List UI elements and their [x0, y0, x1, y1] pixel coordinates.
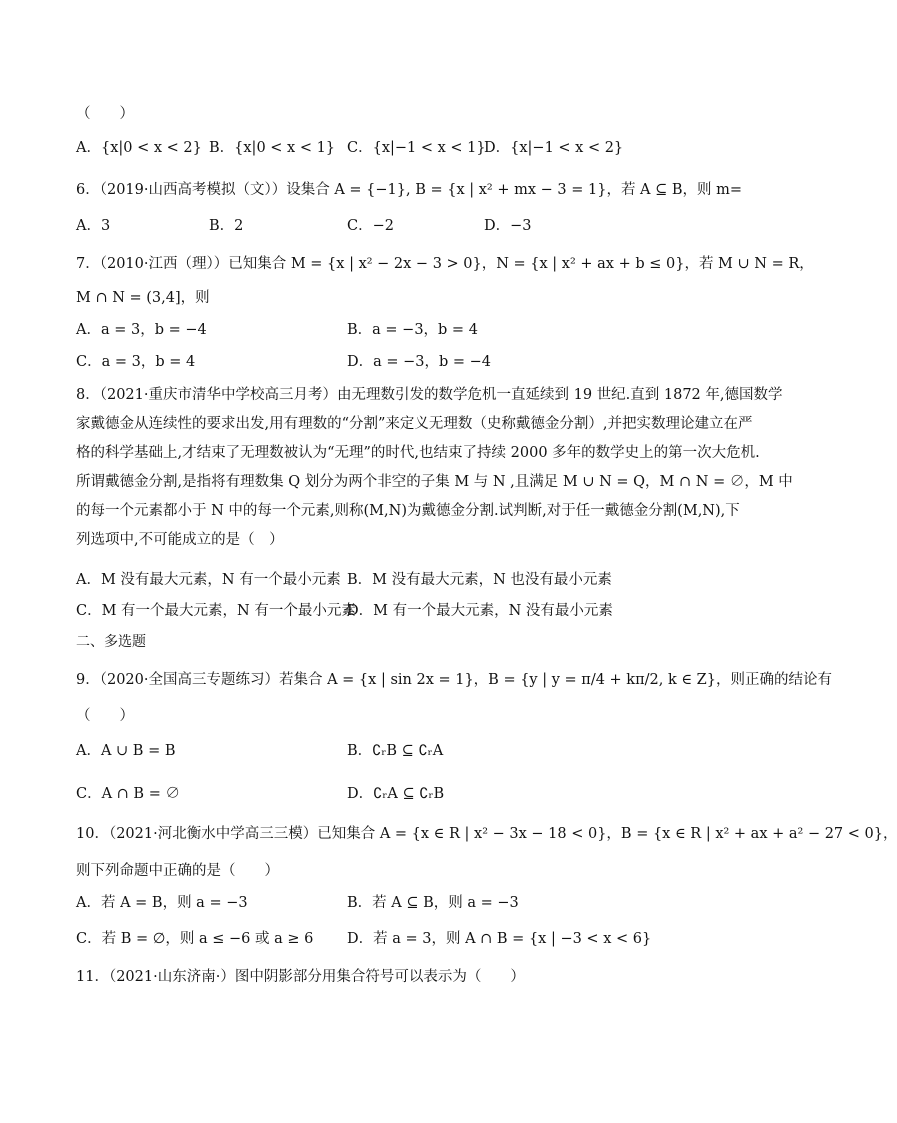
q8-stem-line-2: 家戴德金从连续性的要求出发,用有理数的“分割”来定义无理数（史称戴德金分割）,并把实数理论建立在严: [76, 416, 753, 432]
q8-stem-line-3: 格的科学基础上,才结束了无理数被认为“无理”的时代,也结束了持续 2000 多年的数学史上的第一次大危机.: [76, 445, 760, 461]
q5-option-b: B．{x|0 < x < 1}: [209, 140, 336, 156]
q8-stem-line-1: 8．（2021·重庆市清华中学校高三月考）由无理数引发的数学危机一直延续到 19 世纪.直到 1872 年,德国数学: [76, 387, 783, 403]
q6-stem: 6．（2019·山西高考模拟（文））设集合 A = {−1}, B = {x | x² + mx − 3 = 1}，若 A ⊆ B，则 m=: [76, 182, 743, 198]
q7-option-c: C．a = 3，b = 4: [76, 354, 196, 370]
q7-option-a: A．a = 3，b = −4: [76, 322, 207, 338]
q10-stem-line-2: 则下列命题中正确的是（ ）: [76, 863, 279, 879]
q9-option-b: B．∁ᵣB ⊆ ∁ᵣA: [347, 743, 444, 759]
q8-option-d: D．M 有一个最大元素，N 没有最小元素: [347, 603, 613, 619]
q5-option-c: C．{x|−1 < x < 1}: [347, 140, 486, 156]
q5-option-a: A．{x|0 < x < 2}: [76, 140, 202, 156]
q7-stem-line-1: 7．（2010·江西（理））已知集合 M = {x | x² − 2x − 3 > 0}，N = {x | x² + ax + b ≤ 0}，若 M ∪ N = R，: [76, 256, 814, 272]
q8-option-a: A．M 没有最大元素，N 有一个最小元素: [76, 572, 341, 588]
q9-stem: 9．（2020·全国高三专题练习）若集合 A = {x | sin 2x = 1}，B = {y | y = π/4 + kπ/2, k ∈ Z}，则正确的结论有: [76, 672, 832, 688]
q10-option-b: B．若 A ⊆ B，则 a = −3: [347, 895, 519, 911]
q8-option-c: C．M 有一个最大元素，N 有一个最小元素: [76, 603, 356, 619]
q10-option-a: A．若 A = B，则 a = −3: [76, 895, 248, 911]
q9-stem-tail: （ ）: [76, 708, 134, 724]
q8-stem: [76, 381, 793, 555]
q6-option-d: D．−3: [484, 218, 532, 234]
q10-option-d: D．若 a = 3，则 A ∩ B = {x | −3 < x < 6}: [347, 931, 652, 947]
q7-option-d: D．a = −3，b = −4: [347, 354, 492, 370]
q9-option-a: A．A ∪ B = B: [76, 743, 176, 759]
q10-stem-line-1: 10．（2021·河北衡水中学高三三模）已知集合 A = {x ∈ R | x² − 3x − 18 < 0}，B = {x ∈ R | x² + ax + a² − 27 < 0}，: [76, 826, 897, 842]
q8-option-b: B．M 没有最大元素，N 也没有最小元素: [347, 572, 612, 588]
q5-stem-tail: （ ）: [76, 106, 134, 122]
q6-option-b: B．2: [209, 218, 244, 234]
q8-stem-line-6: 列选项中,不可能成立的是（ ）: [76, 532, 284, 548]
q6-option-a: A．3: [76, 218, 111, 234]
q7-option-b: B．a = −3，b = 4: [347, 322, 478, 338]
q7-stem-line-2: M ∩ N = (3,4]，则: [76, 290, 210, 306]
q9-option-c: C．A ∩ B = ∅: [76, 786, 180, 802]
q10-option-c: C．若 B = ∅，则 a ≤ −6 或 a ≥ 6: [76, 931, 314, 947]
q11-stem: 11．（2021·山东济南·）图中阴影部分用集合符号可以表示为（ ）: [76, 969, 525, 985]
q8-stem-line-5: 的每一个元素都小于 N 中的每一个元素,则称(M,N)为戴德金分割.试判断,对于任一戴德金分割(M,N),下: [76, 503, 740, 519]
q6-option-c: C．−2: [347, 218, 394, 234]
section-heading-multi-choice: 二、多选题: [76, 634, 146, 650]
q5-option-d: D．{x|−1 < x < 2}: [484, 140, 624, 156]
q9-option-d: D．∁ᵣA ⊆ ∁ᵣB: [347, 786, 445, 802]
q8-stem-line-4: 所谓戴德金分割,是指将有理数集 Q 划分为两个非空的子集 M 与 N ,且满足 M ∪ N = Q，M ∩ N = ∅，M 中: [76, 474, 793, 490]
